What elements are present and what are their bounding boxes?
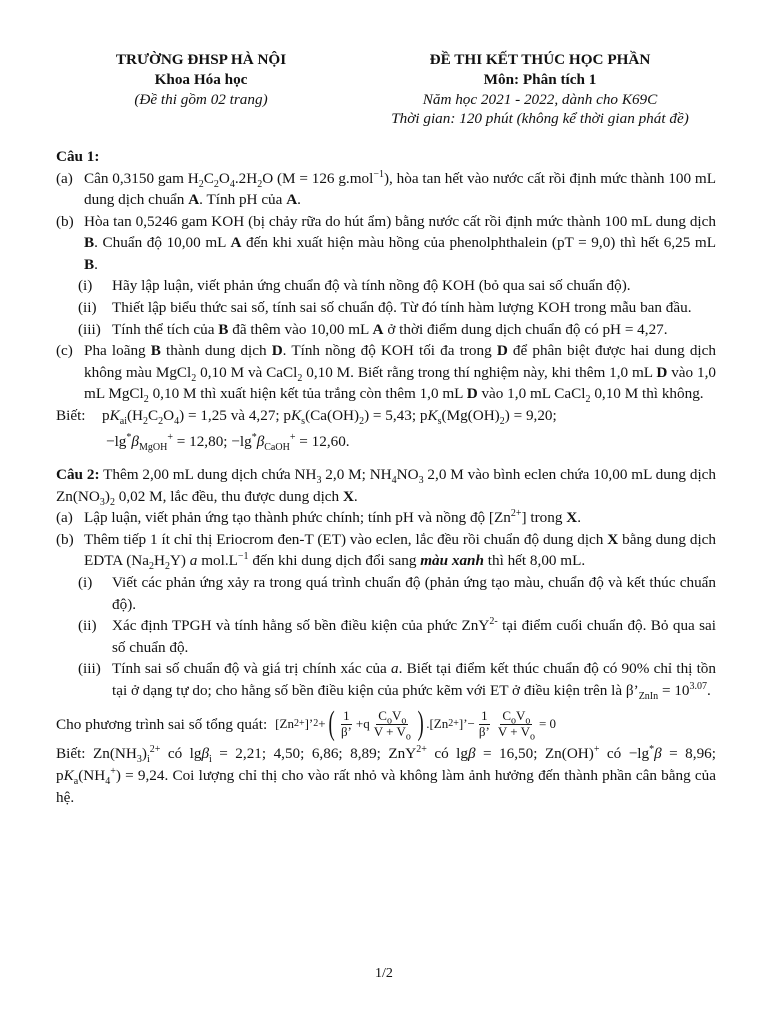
q2-b-ii — [78, 615, 716, 658]
q1-b-iii — [78, 319, 716, 341]
q1-biii-text: Tính thể tích của B đã thêm vào 10,00 mL A ở thời điểm dung dịch chuẩn độ có pH = 4,27. — [112, 320, 668, 338]
q1-given-line2: $-\lg^*\beta_{MgOH}^+ = 12,80$; $-\lg^*\beta_{CaOH}^+ = 12,60$. — [106, 431, 350, 453]
q1-given-text: $pK_{ai}(H_2C_2O_4) = 1,25$ và 4,27; $pK_s(Ca(OH)_2) = 5,43$; $pK_s(Mg(OH)_2) = 9,20$; — [102, 406, 557, 427]
q2-b-text: Thêm tiếp 1 ít chỉ thị Eriocrom đen-T (ET) vào eclen, lắc đều rồi chuẩn độ dung dịch X bằng dung dịch EDTA $(Na_2H_2Y)$ a $mol.L^{-1}$ đến khi dung dịch đổi sang màu xanh thì hết 8,00 mL. — [84, 530, 716, 573]
q1-part-b — [56, 211, 716, 276]
error-equation: [Zn 2+ ]’ 2 + ( $\frac{1}{\beta’}$ +q $\frac{C_oV_o}{V + V_o}$ ) .[Zn 2+ ]’− $\frac{1}{\beta’}$ $\frac{C_oV_o}{V + V_o}$ = 0 — [275, 705, 557, 743]
question-1-title: Câu 1: — [56, 148, 100, 165]
exam-time: Thời gian: 120 phút (không kể thời gian phát đề) — [391, 110, 689, 128]
q2-i-label: (i) — [78, 573, 93, 591]
q2-part-b — [56, 529, 716, 572]
q2-b-iii — [78, 658, 716, 701]
faculty-name: Khoa Hóa học — [154, 70, 248, 88]
exam-title: ĐỀ THI KẾT THÚC HỌC PHẦN — [429, 51, 651, 68]
school-year: Năm học 2021 - 2022, dành cho K69C — [422, 90, 658, 108]
equation-intro: Cho phương trình sai số tổng quát: — [56, 715, 268, 733]
q1-biii-label: (iii) — [78, 320, 101, 338]
q1-b-i — [78, 275, 716, 297]
q2-i-text: Viết các phản ứng xảy ra trong quá trình chuẩn độ (phản ứng tạo màu, chuẩn độ và kết thúc chuẩn độ). — [112, 573, 716, 613]
q1-b-label: (b) — [56, 212, 74, 230]
q2-intro: Câu 2: Thêm 2,00 mL dung dịch chứa $NH_3$ 2,0 M; $NH_4NO_3$ 2,0 M vào bình eclen chứa 10,00 mL dung dịch $Zn(NO_3)_2$ 0,02 M, lắc đều, thu được dung dịch X. — [56, 466, 716, 508]
q1-a-label: (a) — [56, 169, 73, 187]
q2-b-i — [78, 572, 716, 615]
q1-given-label: Biết: — [56, 406, 86, 424]
q1-part-c — [56, 340, 716, 405]
q1-bi-text: Hãy lập luận, viết phản ứng chuẩn độ và tính nồng độ KOH (bỏ qua sai số chuẩn độ). — [112, 277, 631, 295]
pages-note: (Đề thi gồm 02 trang) — [134, 90, 268, 108]
q1-b-text: Hòa tan 0,5246 gam KOH (bị chảy rữa do hút ẩm) bằng nước cất rồi định mức thành 100 mL dung dịch B. Chuẩn độ 10,00 mL A đến khi xuất hiện màu hồng của phenolphthalein (pT = 9,0) thì hết 6,25 mL B. — [84, 212, 716, 273]
q1-bii-text: Thiết lập biểu thức sai số, tính sai số chuẩn độ. Từ đó tính hàm lượng KOH trong mẫu ban đầu. — [112, 299, 692, 317]
q1-bi-label: (i) — [78, 277, 93, 295]
q2-a-text: Lập luận, viết phản ứng tạo thành phức chính; tính pH và nồng độ $[Zn^{2+}]$ trong X. — [84, 508, 581, 527]
q1-a-text: Cân 0,3150 gam $H_2C_2O_4.2H_2O$ (M = 126 g.mol$^{-1}$), hòa tan hết vào nước cất rồi định mức thành 100 mL dung dịch chuẩn A. Tính pH của A. — [84, 168, 716, 209]
q1-part-a — [56, 168, 716, 211]
q1-bii-label: (ii) — [78, 299, 97, 317]
q2-b-label: (b) — [56, 530, 74, 548]
q2-a-label: (a) — [56, 509, 73, 527]
subject: Môn: Phân tích 1 — [483, 70, 597, 88]
exam-body — [56, 146, 716, 808]
q2-given: Biết: $Zn(NH_3)_i^{2+}$ có lgβ$_i$ = 2,21; 4,50; 6,86; 8,89; ZnY$^{2+}$ có lgβ = 16,50; Zn(OH)+ có −lg*β = 8,96; $pK_a(NH_4^+) = 9,24$. Coi lượng chỉ thị cho vào rất nhỏ và không làm ảnh hưởng đến thành phần cân bằng của hệ. — [56, 744, 716, 806]
q2-part-a — [56, 507, 716, 529]
q2-given-label: Biết: — [56, 745, 86, 763]
q2-iii-label: (iii) — [78, 660, 101, 678]
q1-c-text: Pha loãng B thành dung dịch D. Tính nồng độ KOH tối đa trong D để phân biệt được hai dung dịch không màu MgCl$_2$ 0,10 M và CaCl$_2$ 0,10 M. Biết rằng trong thí nghiệm này, khi thêm 1,0 mL D vào 1,0 mL MgCl$_2$ 0,10 M thì xuất hiện kết tủa trắng còn thêm 1,0 mL D vào 1,0 mL CaCl$_2$ 0,10 M thì không. — [84, 342, 716, 406]
q1-given — [56, 405, 716, 427]
q1-c-label: (c) — [56, 342, 73, 360]
q2-ii-text: Xác định TPGH và tính hằng số bền điều kiện của phức ZnY$^{2-}$ tại điểm cuối chuẩn độ. Bỏ qua sai số chuẩn độ. — [112, 616, 717, 656]
q2-ii-label: (ii) — [78, 617, 97, 635]
header-right — [362, 50, 718, 129]
q1-b-ii — [78, 297, 716, 319]
school-name: TRƯỜNG ĐHSP HÀ NỘI — [115, 51, 287, 68]
error-equation-line — [56, 707, 716, 741]
header-left — [96, 50, 306, 109]
page-number: 1/2 — [375, 966, 393, 981]
q2-iii-text: Tính sai số chuẩn độ và giá trị chính xác của a. Biết tại điểm kết thúc chuẩn độ có 90% chỉ thị tồn tại ở dạng tự do; cho hằng số bền điều kiện của phức kẽm với ET ở điều kiện trên là $\beta’_{ZnIn} = 10^{3.07}$. — [112, 660, 716, 702]
question-2-title: Câu 2: — [56, 466, 100, 484]
